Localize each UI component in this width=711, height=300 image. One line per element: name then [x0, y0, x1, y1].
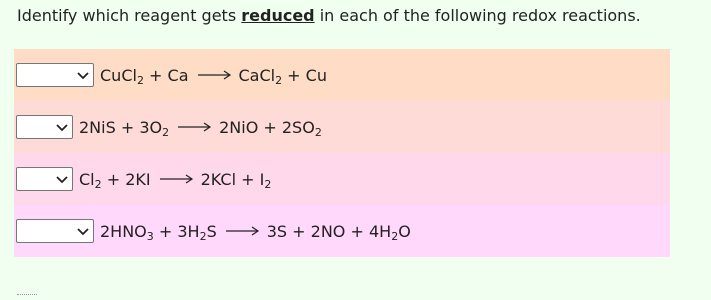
- reaction-row: [14, 49, 670, 101]
- reaction-equation: [100, 222, 411, 241]
- products: $2NiO + 2SO_2$: [219, 117, 322, 139]
- chevron-down-icon: [55, 120, 69, 134]
- reaction-equation: [79, 170, 271, 189]
- products: $2KCl + I_2$: [200, 169, 272, 191]
- reagent-select[interactable]: [16, 63, 94, 87]
- products: CaCl$_2$ + Cu: [238, 65, 327, 87]
- chevron-down-icon: [76, 224, 90, 238]
- instruction-tail: in each of the following redox reactions.: [314, 6, 641, 25]
- reaction-arrow-icon: [160, 173, 194, 185]
- reactants: CuCl$_2$ + Ca: [100, 65, 189, 87]
- divider: [17, 294, 37, 297]
- reactants: $2HNO_3 + 3H_2S$: [100, 221, 217, 243]
- instruction-keyword: reduced: [241, 6, 315, 25]
- reaction-equation: [100, 66, 327, 85]
- chevron-down-icon: [55, 172, 69, 186]
- reaction-arrow-icon: [198, 69, 232, 81]
- chevron-down-icon: [76, 68, 90, 82]
- reaction-list: [14, 49, 670, 257]
- reaction-row: [14, 101, 670, 153]
- reaction-row: [14, 205, 670, 257]
- reactants: $Cl_2 + 2KI$: [79, 169, 151, 191]
- reagent-select[interactable]: [16, 167, 73, 191]
- reagent-select[interactable]: [16, 115, 73, 139]
- reaction-row: [14, 153, 670, 205]
- products: $3S + 2NO + 4H_2O$: [266, 221, 411, 243]
- instruction-text: [17, 5, 641, 27]
- reaction-arrow-icon: [178, 121, 212, 133]
- reaction-equation: [79, 118, 322, 137]
- reaction-arrow-icon: [226, 225, 260, 237]
- reagent-select[interactable]: [16, 219, 94, 243]
- instruction-lead: Identify which reagent gets: [17, 6, 242, 25]
- reactants: $2NiS + 3O_2$: [79, 117, 170, 139]
